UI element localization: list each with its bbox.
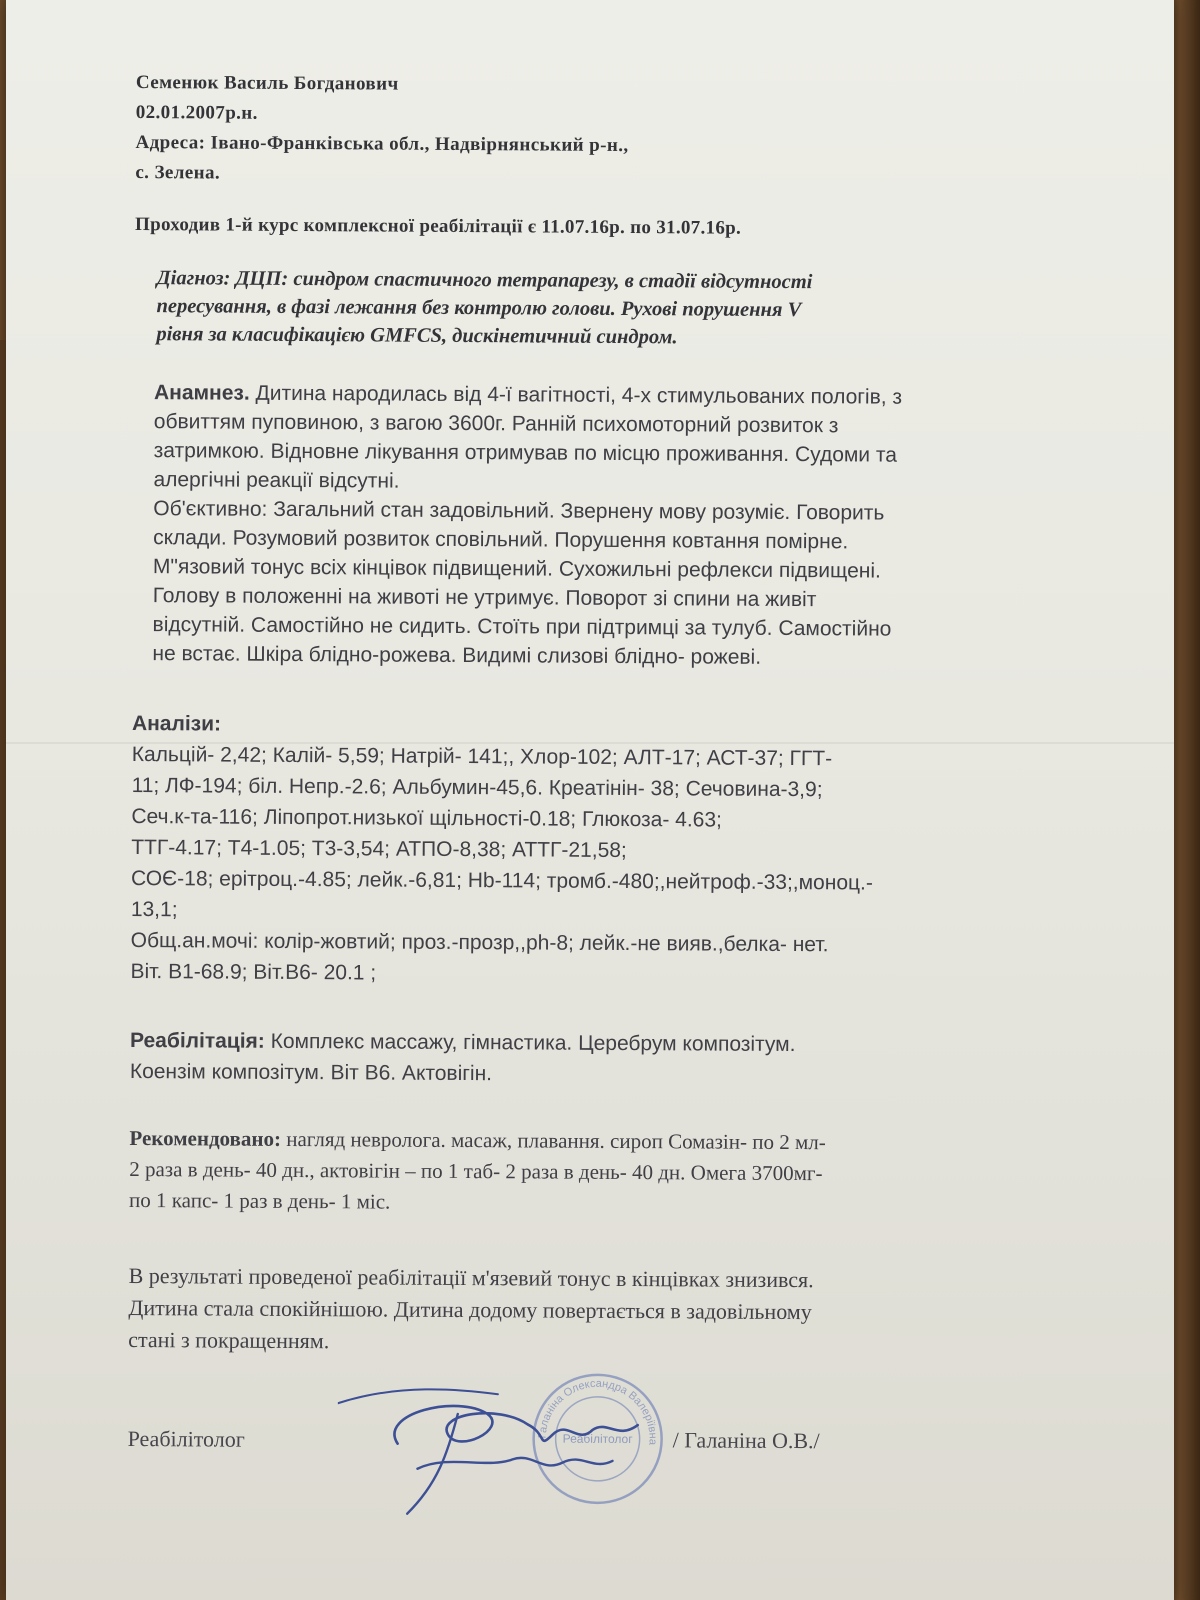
stamp-ring-text: Галаніна Олександра Валеріївна [536,1377,659,1446]
anamnesis-text: Дитина народилась від 4-ї вагітності, 4-х стимульованих пологів, з [249,381,903,409]
rehabilitation-text: Комплекс массажу, гімнастика. Церебрум композітум. [264,1029,796,1057]
objective-line: Об'єктивно: Загальний стан задовільний. Звернену мову розуміє. Говорить [153,497,885,525]
patient-block [135,68,1096,194]
rehab-result [128,1260,1089,1362]
result-line: Дитина стала спокійнішою. Дитина додому повертається в задовільному [128,1294,812,1325]
objective-line: відсутній. Самостійно не сидить. Стоїть при підтримці за тулуб. Самостійно [152,613,892,641]
analyses-label: Аналізи: [131,711,222,736]
signature-row [127,1377,1088,1512]
diagnosis-line: рівня за класифікацією GMFCS, дискінетичний синдром. [156,323,678,349]
patient-village: с. Зелена. [135,161,221,184]
diagnosis-line: Діагноз: ДЦП: синдром спастичного тетрапарезу, в стадії відсутності [156,267,813,294]
result-line: В результаті проведеної реабілітації м'язевий тонус в кінцівках знизився. [128,1262,814,1293]
analyses-line: 13,1; [130,897,178,922]
patient-dob: 02.01.2007р.н. [135,101,258,124]
anamnesis-line: алергічні реакції відсутні. [153,468,400,493]
objective-line: склади. Розумовий розвиток сповільний. Порушення ковтання помірне. [153,526,849,554]
signer-name: / Галаніна О.В./ [672,1427,820,1454]
analyses-line: 11; ЛФ-194; біл. Непр.-2.6; Альбумин-45,6. Креатінін- 38; Сечовина-3,9; [131,773,823,802]
anamnesis-line: затримкою. Відновне лікування отримував по місцю проживання. Судоми та [153,439,898,467]
objective-line: М"язовий тонус всіх кінцівок підвищений. Сухожильні рефлекси підвищені. [152,555,881,583]
signer-title: Реабілітолог [127,1425,245,1452]
objective-exam [132,494,1093,674]
anamnesis-line: обвиттям пуповиною, з вагою 3600г. Ранній психомоторний розвиток з [153,410,839,438]
analyses-line: Кальцій- 2,42; Калій- 5,59; Натрій- 141;, Хлор-102; АЛТ-17; АСТ-37; ГГТ- [131,742,833,771]
recommendation-label: Рекомендовано: [129,1125,282,1151]
analyses-line: СОЄ-18; ерітроц.-4.85; лейк.-6,81; Hb-114; тромб.-480;,нейтроф.-33;,моноц.- [130,866,873,895]
patient-address: Адреса: Івано-Франківська обл., Надвірнянський р-н., [135,131,629,157]
objective-line: Голову в положенні на животі не утримує. Поворот зі спини на живіт [152,584,817,612]
result-line: стані з покращенням. [128,1326,330,1354]
recommendation-line: 2 раза в день- 40 дн., актовігін – по 1 таб- 2 раза в день- 40 дн. Омега 3700мг- [129,1156,823,1186]
analyses-line: Віт. В1-68.9; Віт.В6- 20.1 ; [130,959,377,985]
analyses-line: Сеч.к-та-116; Ліпопрот.низької щільності-0.18; Глюкоза- 4.63; [131,804,723,832]
rehabilitation-line: Коензім композітум. Віт В6. Актовігін. [129,1059,493,1086]
document-content [127,68,1096,1512]
stamp-center-text: Реабілітолог [562,1431,633,1447]
analyses-line: ТТГ-4.17; Т4-1.05; Т3-3,54; АТПО-8,38; АТТГ-21,58; [131,835,627,863]
recommendation-text: нагляд невролога. масаж, плавання. сироп Сомазін- по 2 мл- [280,1126,826,1155]
patient-name: Семенюк Василь Богданович [135,71,399,95]
rehabilitation-label: Реабілітація: [129,1028,265,1053]
rehabilitation [130,1025,1090,1093]
objective-line: не встає. Шкіра блідно-рожева. Видимі слизові блідно- рожеві. [152,642,762,669]
lab-analyses [130,708,1092,993]
recommendation-line: по 1 капс- 1 раз в день- 1 міс. [129,1187,391,1214]
diagnosis [134,264,1094,354]
anamnesis-label: Анамнез. [153,381,250,405]
handwritten-signature-icon [337,1373,668,1525]
recommendations [129,1123,1090,1222]
document-sheet [6,0,1174,1600]
course-line: Проходив 1-й курс комплексної реабілітації є 11.07.16р. по 31.07.16р. [134,213,742,239]
anamnesis [133,378,1094,500]
analyses-line: Общ.ан.мочі: колір-жовтий; проз.-прозр,,ph-8; лейк.-не вияв.,белка- нет. [130,928,829,957]
diagnosis-line: пересування, в фазі лежання без контролю голови. Рухові порушення V [156,295,802,322]
